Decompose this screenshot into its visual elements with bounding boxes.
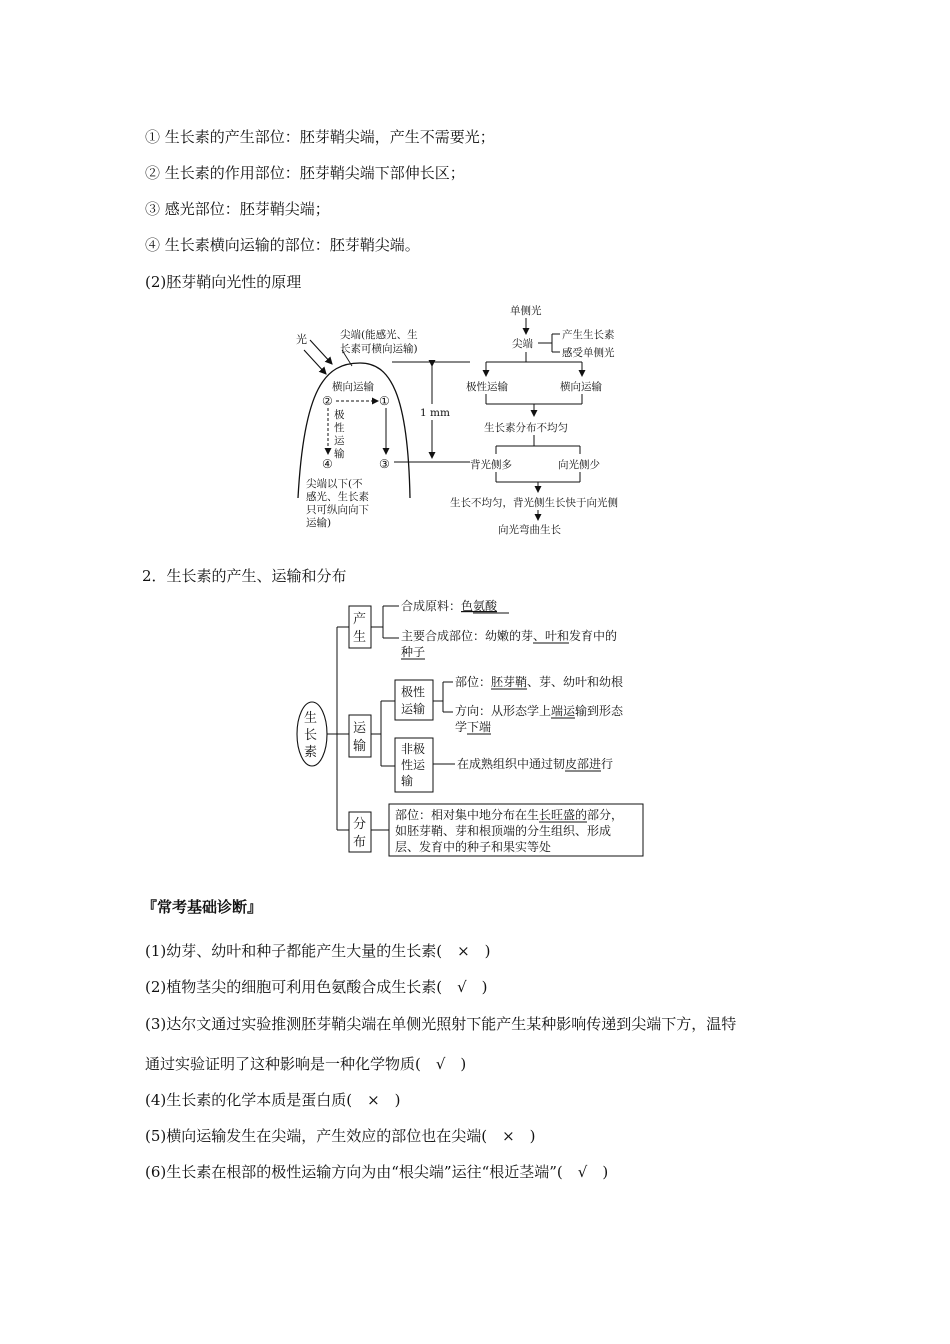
dist-char-2: 布 bbox=[353, 835, 367, 850]
point-c2: ② bbox=[322, 394, 333, 408]
point-1: ① 生长素的产生部位：胚芽鞘尖端，产生不需要光； bbox=[145, 128, 495, 146]
root-char-2: 长 bbox=[304, 728, 318, 743]
flow-unilateral: 单侧光 bbox=[510, 305, 542, 317]
diag-item-1: (1)幼芽、幼叶和种子都能产生大量的生长素( × ) bbox=[145, 942, 491, 960]
polar-site-c: 、芽、幼叶和幼根 bbox=[527, 675, 624, 689]
polar-dir-d: 学下端 bbox=[455, 720, 492, 734]
trans-char-2: 输 bbox=[353, 739, 367, 754]
diag-item-5: (5)横向运输发生在尖端，产生效应的部位也在尖端( × ) bbox=[145, 1127, 536, 1145]
diag-item-3a: (3)达尔文通过实验推测胚芽鞘尖端在单侧光照射下能产生某种影响传递到尖端下方，温特 bbox=[145, 1015, 737, 1033]
polar-char-3: 运 bbox=[334, 435, 345, 447]
flow-tip: 尖端 bbox=[512, 338, 533, 350]
prod-char-1: 产 bbox=[353, 612, 367, 627]
svg-text:部位：胚芽鞘、芽、幼叶和幼根 bbox=[455, 674, 623, 689]
svg-text:方向：从形态学上端运输到形态 bbox=[455, 703, 624, 718]
dist-l3: 层、发育中的种子和果实等处 bbox=[395, 840, 552, 854]
tip-note-2: 长素可横向运输) bbox=[340, 343, 418, 355]
svg-text:部位：相对集中地分布在生长旺盛的部分， bbox=[395, 807, 623, 822]
sub-heading: (2)胚芽鞘向光性的原理 bbox=[145, 273, 302, 291]
lateral-label: 横向运输 bbox=[332, 381, 374, 393]
phototropism-diagram bbox=[290, 298, 670, 540]
polar-site-b: 胚芽鞘 bbox=[491, 675, 528, 689]
dist-l1c: 的部分， bbox=[575, 808, 624, 822]
below-note-1: 尖端以下(不 bbox=[306, 478, 363, 490]
nonpolar-b: 韧皮部 bbox=[553, 757, 590, 771]
diag-item-6: (6)生长素在根部的极性运输方向为由“根尖端”运往“根近茎端”( √ ) bbox=[145, 1163, 609, 1181]
prod-site-2: 种子 bbox=[401, 645, 426, 659]
polar-char-2: 性 bbox=[334, 422, 345, 434]
dist-l2: 如胚芽鞘、芽和根顶端的分生组织、形成 bbox=[395, 824, 612, 838]
prod-raw-label: 合成原料： bbox=[401, 599, 462, 613]
flow-produce: 产生生长素 bbox=[562, 329, 615, 341]
prod-site-c: 和发育中的 bbox=[557, 629, 618, 643]
diag-item-3b: 通过实验证明了这种影响是一种化学物质( √ ) bbox=[145, 1055, 467, 1073]
point-c3: ③ bbox=[379, 457, 390, 471]
nonpolar-c: 进行 bbox=[589, 757, 614, 771]
mm-label: 1 mm bbox=[420, 407, 450, 419]
below-note-3: 只可纵向向下 bbox=[306, 504, 369, 516]
dist-l1a: 部位：相对集中地分布在 bbox=[395, 808, 528, 822]
polar-box-2: 运输 bbox=[401, 702, 426, 716]
flow-uneven: 生长素分布不均匀 bbox=[484, 422, 568, 434]
polar-char-4: 输 bbox=[334, 448, 345, 460]
diag-item-4: (4)生长素的化学本质是蛋白质( × ) bbox=[145, 1091, 401, 1109]
point-3: ③ 感光部位：胚芽鞘尖端； bbox=[145, 200, 330, 218]
polar-site-a: 部位： bbox=[455, 675, 492, 689]
nonpolar-box-2: 性运 bbox=[401, 758, 426, 772]
prod-site-a: 主要合成部位：幼嫩的 bbox=[401, 629, 522, 643]
flow-lateral: 横向运输 bbox=[560, 381, 602, 393]
svg-text:在成熟组织中通过韧皮部进行 bbox=[457, 756, 613, 771]
point-2: ② 生长素的作用部位：胚芽鞘尖端下部伸长区； bbox=[145, 164, 465, 182]
dist-l1b: 生长旺盛 bbox=[527, 808, 576, 822]
nonpolar-box-1: 非极 bbox=[401, 742, 426, 756]
polar-char-1: 极 bbox=[334, 409, 345, 421]
root-char-1: 生 bbox=[304, 711, 318, 726]
tip-note-1: 尖端(能感光、生 bbox=[340, 329, 418, 341]
dist-char-1: 分 bbox=[353, 817, 367, 832]
flow-front-less: 向光侧少 bbox=[558, 459, 600, 471]
diag-item-2: (2)植物茎尖的细胞可利用色氨酸合成生长素( √ ) bbox=[145, 978, 488, 996]
point-4: ④ 生长素横向运输的部位：胚芽鞘尖端。 bbox=[145, 236, 420, 254]
flow-bend: 向光弯曲生长 bbox=[498, 524, 561, 536]
heading-2: 2．生长素的产生、运输和分布 bbox=[142, 567, 347, 585]
prod-char-2: 生 bbox=[353, 630, 367, 645]
prod-raw-value: 色氨酸 bbox=[461, 599, 498, 613]
flow-back-more: 背光侧多 bbox=[470, 459, 512, 471]
polar-dir-a: 方向：从形态学 bbox=[455, 704, 540, 718]
polar-dir-c: 运输到形态 bbox=[563, 704, 624, 718]
svg-text:主要合成部位：幼嫩的芽、叶和发育中的 bbox=[401, 628, 617, 643]
flow-polar: 极性运输 bbox=[466, 381, 508, 393]
svg-text:合成原料：色氨酸 bbox=[401, 598, 498, 613]
nonpolar-box-3: 输 bbox=[401, 774, 414, 788]
nonpolar-a: 在成熟组织中通过 bbox=[457, 757, 554, 771]
below-note-4: 运输) bbox=[306, 517, 332, 529]
prod-site-b: 芽、叶 bbox=[521, 629, 558, 643]
point-c4: ④ bbox=[322, 457, 333, 471]
diagnosis-title: 『常考基础诊断』 bbox=[142, 898, 263, 916]
light-label: 光 bbox=[296, 333, 307, 346]
polar-dir-b: 上端 bbox=[539, 704, 564, 718]
polar-box-1: 极性 bbox=[401, 685, 426, 699]
flow-growth: 生长不均匀，背光侧生长快于向光侧 bbox=[450, 497, 618, 509]
root-char-3: 素 bbox=[304, 745, 318, 760]
below-note-2: 感光、生长素 bbox=[306, 491, 369, 503]
point-c1: ① bbox=[379, 394, 390, 408]
trans-char-1: 运 bbox=[353, 721, 367, 736]
flow-sense: 感受单侧光 bbox=[562, 347, 615, 359]
auxin-concept-map bbox=[295, 594, 655, 864]
